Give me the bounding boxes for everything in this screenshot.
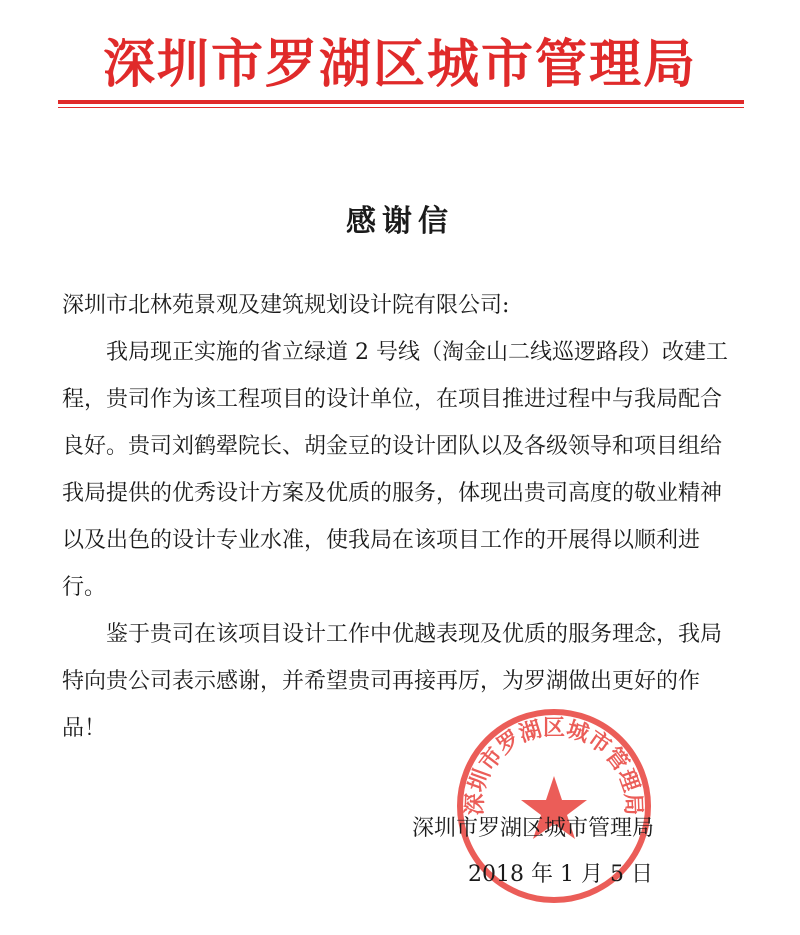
letter-body	[62, 282, 742, 752]
signature-date: 2018 年 1 月 5 日	[468, 862, 653, 887]
body-paragraph-2: 鉴于贵司在该项目设计工作中优越表现及优质的服务理念，我局特向贵公司表示感谢，并希望贵司再接再厉，为罗湖做出更好的作品！	[62, 622, 723, 741]
salutation: 深圳市北林苑景观及建筑规划设计院有限公司:	[62, 293, 510, 318]
letterhead-title: 深圳市罗湖区城市管理局	[102, 34, 697, 95]
body-paragraph-1: 我局现正实施的省立绿道 2 号线（淘金山二线巡逻路段）改建工程，贵司作为该工程项目的设计单位，在项目推进过程中与我局配合良好。贵司刘鹤翚院长、胡金豆的设计团队以及各级领导和项目组给我局提供的优秀设计方案及优质的服务，体现出贵司高度的敬业精神以及出色的设计专业水准，使我局在该项目工作的开展得以顺利进行。	[62, 340, 728, 600]
document-title: 感谢信	[346, 204, 454, 239]
seal-text: 深圳市罗湖区城市管理局	[462, 716, 646, 816]
signature-organization: 深圳市罗湖区城市管理局	[412, 816, 655, 841]
letterhead-rule-thick	[58, 100, 744, 104]
letterhead-rule-thin	[58, 107, 744, 108]
